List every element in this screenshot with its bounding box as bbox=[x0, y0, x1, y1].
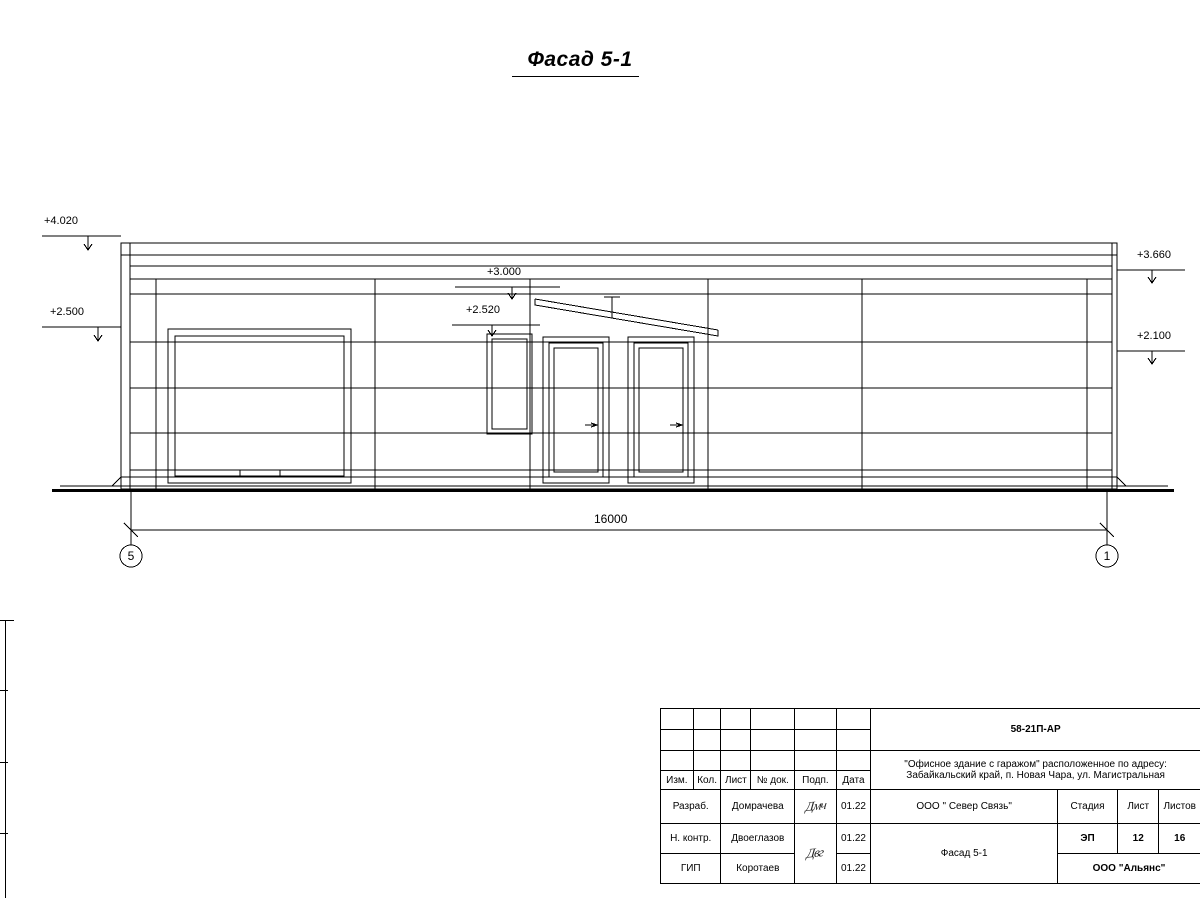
role-date-norm-control: 01.22 bbox=[836, 824, 871, 854]
border-fragment-left-tick-1 bbox=[0, 620, 14, 621]
rev-cell-r1c1[interactable] bbox=[661, 709, 693, 730]
rev-header-ndok: № док. bbox=[751, 771, 795, 789]
role-label-gip: ГИП bbox=[661, 854, 721, 884]
rev-cell-r2c5[interactable] bbox=[795, 730, 837, 751]
rev-header-kol: Кол. bbox=[693, 771, 721, 789]
mark-3660-label: +3.660 bbox=[1137, 249, 1171, 261]
sheet-header: Лист bbox=[1117, 789, 1159, 823]
object-description-line2: Забайкальский край, п. Новая Чара, ул. Магистральная bbox=[906, 769, 1165, 781]
border-fragment-left-tick-2 bbox=[0, 690, 8, 691]
rev-header-izm: Изм. bbox=[661, 771, 693, 789]
rev-cell-r3c3[interactable] bbox=[721, 750, 751, 771]
axis-label-left: 5 bbox=[127, 549, 135, 563]
rev-cell-r2c2[interactable] bbox=[693, 730, 721, 751]
rev-cell-r1c6[interactable] bbox=[836, 709, 871, 730]
role-label-norm-control: Н. контр. bbox=[661, 824, 721, 854]
page-title: Фасад 5-1 bbox=[527, 48, 633, 71]
rev-cell-r1c5[interactable] bbox=[795, 709, 837, 730]
border-fragment-left-tick-3 bbox=[0, 762, 8, 763]
rev-cell-r2c1[interactable] bbox=[661, 730, 693, 751]
mark-3000-label: +3.000 bbox=[487, 266, 521, 278]
rev-cell-r2c3[interactable] bbox=[721, 730, 751, 751]
rev-cell-r1c3[interactable] bbox=[721, 709, 751, 730]
stage-header: Стадия bbox=[1058, 789, 1118, 823]
rev-cell-r1c2[interactable] bbox=[693, 709, 721, 730]
customer-organization: ООО " Север Связь" bbox=[871, 789, 1058, 823]
mark-2500-label: +2.500 bbox=[50, 306, 84, 318]
rev-header-list: Лист bbox=[721, 771, 751, 789]
border-fragment-left-vertical bbox=[5, 620, 6, 898]
dimension-total-length: 16000 bbox=[594, 512, 628, 526]
drawing-name: Фасад 5-1 bbox=[871, 824, 1058, 884]
stage-value: ЭП bbox=[1058, 824, 1118, 854]
rev-cell-r1c4[interactable] bbox=[751, 709, 795, 730]
page-title-underline bbox=[512, 76, 639, 77]
mark-2100-label: +2.100 bbox=[1137, 330, 1171, 342]
rev-cell-r3c1[interactable] bbox=[661, 750, 693, 771]
role-name-norm-control: Двоеглазов bbox=[721, 824, 795, 854]
designer-organization: ООО "Альянс" bbox=[1058, 854, 1200, 884]
role-name-gip: Коротаев bbox=[721, 854, 795, 884]
border-fragment-left-tick-4 bbox=[0, 833, 8, 834]
rev-cell-r2c6[interactable] bbox=[836, 730, 871, 751]
rev-header-data: Дата bbox=[836, 771, 871, 789]
sheets-header: Листов bbox=[1159, 789, 1200, 823]
object-description bbox=[871, 750, 1200, 789]
role-label-developer: Разраб. bbox=[661, 789, 721, 823]
role-name-developer: Домрачева bbox=[721, 789, 795, 823]
role-signature-developer: Дмч bbox=[795, 789, 837, 823]
document-code: 58-21П-АР bbox=[871, 709, 1200, 750]
mark-2520-label: +2.520 bbox=[466, 304, 500, 316]
rev-cell-r3c5[interactable] bbox=[795, 750, 837, 771]
role-date-gip: 01.22 bbox=[836, 854, 871, 884]
rev-cell-r2c4[interactable] bbox=[751, 730, 795, 751]
sheets-value: 16 bbox=[1159, 824, 1200, 854]
axis-label-right: 1 bbox=[1103, 549, 1111, 563]
role-date-developer: 01.22 bbox=[836, 789, 871, 823]
title-block bbox=[660, 708, 1200, 884]
rev-cell-r3c4[interactable] bbox=[751, 750, 795, 771]
object-description-line1: "Офисное здание с гаражом" расположенное по адресу: bbox=[904, 758, 1167, 770]
mark-4020-label: +4.020 bbox=[44, 215, 78, 227]
sheet-value: 12 bbox=[1117, 824, 1159, 854]
rev-cell-r3c6[interactable] bbox=[836, 750, 871, 771]
rev-cell-r3c2[interactable] bbox=[693, 750, 721, 771]
role-signature-norm-control: Двг bbox=[795, 824, 837, 884]
rev-header-podp: Подп. bbox=[795, 771, 837, 789]
